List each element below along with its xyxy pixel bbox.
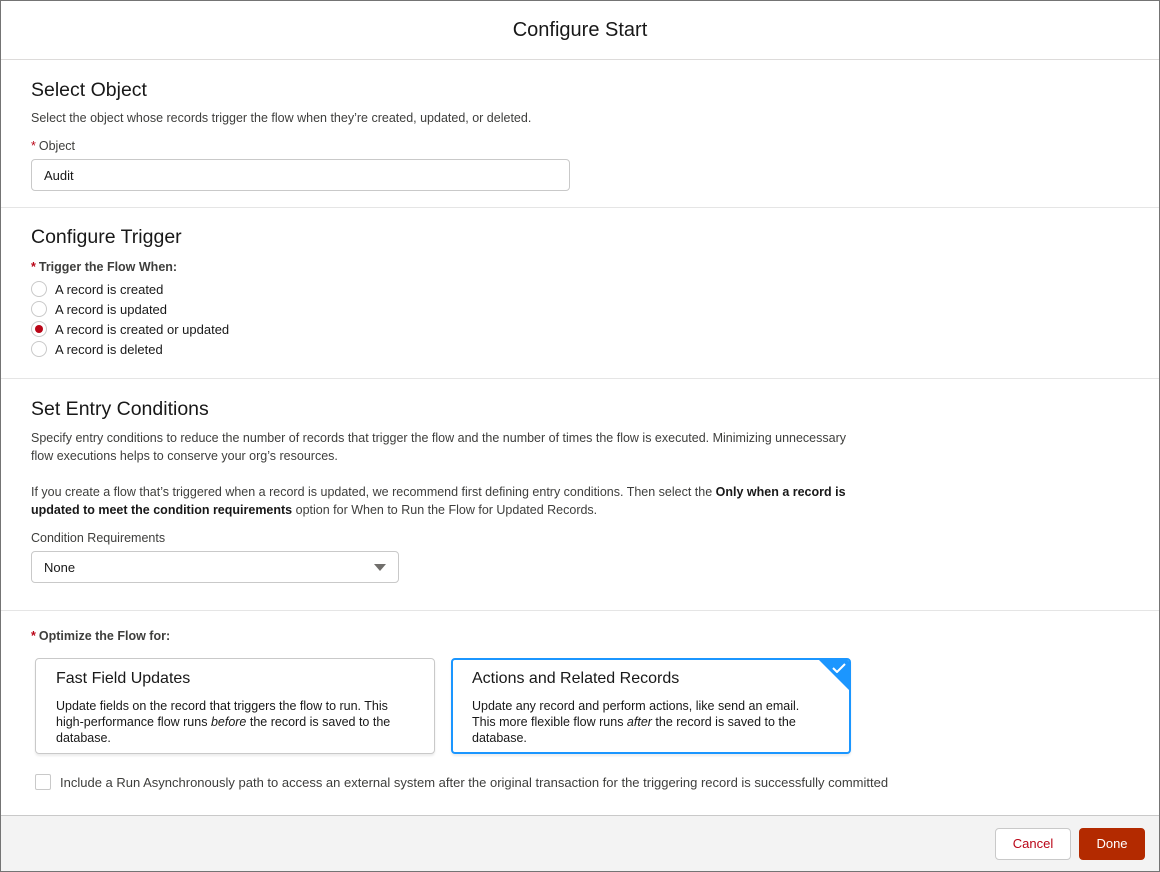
cancel-button[interactable]: Cancel xyxy=(995,828,1071,860)
entry-conditions-help: Specify entry conditions to reduce the number of records that trigger the flow and the number of times the flow is executed. Minimizing unnecessary flow executions helps to conserve your org’s resources. xyxy=(31,431,846,463)
radio-option-created[interactable] xyxy=(31,279,1129,299)
radio-button-selected[interactable] xyxy=(31,321,47,337)
condition-requirements-label: Condition Requirements xyxy=(31,531,166,545)
modal-header xyxy=(1,1,1159,60)
optimize-section xyxy=(1,611,1159,816)
radio-option-updated[interactable] xyxy=(31,299,1129,319)
condition-requirements-select[interactable] xyxy=(31,551,399,583)
chevron-down-icon xyxy=(374,564,386,571)
modal-footer xyxy=(1,815,1159,871)
optimize-card-group xyxy=(35,658,1129,754)
required-marker: * xyxy=(31,629,36,643)
entry-conditions-title: Set Entry Conditions xyxy=(31,398,209,420)
recommendation-option-name: Only when a record is updated to meet the condition requirements xyxy=(31,485,846,517)
radio-label: A record is created xyxy=(55,281,164,297)
radio-button[interactable] xyxy=(31,341,47,357)
card-description: Update any record and perform actions, like send an email. This more flexible flow runs after the record is saved to the database. xyxy=(472,699,800,745)
condition-requirements-value: None xyxy=(44,559,76,575)
object-label-text: Object xyxy=(38,139,76,153)
radio-option-created-or-updated[interactable] xyxy=(31,319,1129,339)
trigger-when-text: Trigger the Flow When: xyxy=(38,260,178,274)
async-path-option[interactable] xyxy=(35,774,1129,790)
select-object-section xyxy=(1,60,1159,208)
configure-trigger-title: Configure Trigger xyxy=(31,226,182,248)
configure-trigger-section xyxy=(1,208,1159,379)
trigger-radio-group xyxy=(31,279,1129,359)
card-title: Actions and Related Records xyxy=(472,670,680,687)
optimize-label xyxy=(31,628,1129,644)
select-object-title: Select Object xyxy=(31,79,147,101)
radio-button[interactable] xyxy=(31,281,47,297)
card-title: Fast Field Updates xyxy=(56,670,191,687)
required-marker: * xyxy=(31,260,36,274)
required-marker: * xyxy=(31,139,36,153)
radio-label: A record is created or updated xyxy=(55,321,230,337)
entry-conditions-section xyxy=(1,379,1159,611)
object-input[interactable]: Audit xyxy=(31,159,570,191)
card-actions-related-records[interactable] xyxy=(451,658,851,754)
done-button[interactable]: Done xyxy=(1079,828,1145,860)
async-checkbox[interactable] xyxy=(35,774,51,790)
select-object-help: Select the object whose records trigger the flow when they’re created, updated, or deleted. xyxy=(31,111,532,125)
radio-button[interactable] xyxy=(31,301,47,317)
trigger-when-label xyxy=(31,259,1129,275)
entry-conditions-recommendation: If you create a flow that’s triggered when a record is updated, we recommend first defining entry conditions. Then select the Only when a record is updated to meet the condition requirements option for When to Run the Flow for Updated Records. xyxy=(31,485,846,517)
object-field-label xyxy=(31,138,1129,154)
optimize-label-text: Optimize the Flow for: xyxy=(38,629,171,643)
radio-label: A record is updated xyxy=(55,301,168,317)
radio-label: A record is deleted xyxy=(55,341,163,357)
checkmark-icon xyxy=(832,663,846,673)
modal-title: Configure Start xyxy=(512,18,648,41)
async-checkbox-label: Include a Run Asynchronously path to access an external system after the original transaction for the triggering record is successfully committed xyxy=(60,774,889,790)
card-fast-field-updates[interactable] xyxy=(35,658,435,754)
card-description: Update fields on the record that triggers the flow to run. This high-performance flow runs before the record is saved to the database. xyxy=(56,699,391,745)
radio-option-deleted[interactable] xyxy=(31,339,1129,359)
